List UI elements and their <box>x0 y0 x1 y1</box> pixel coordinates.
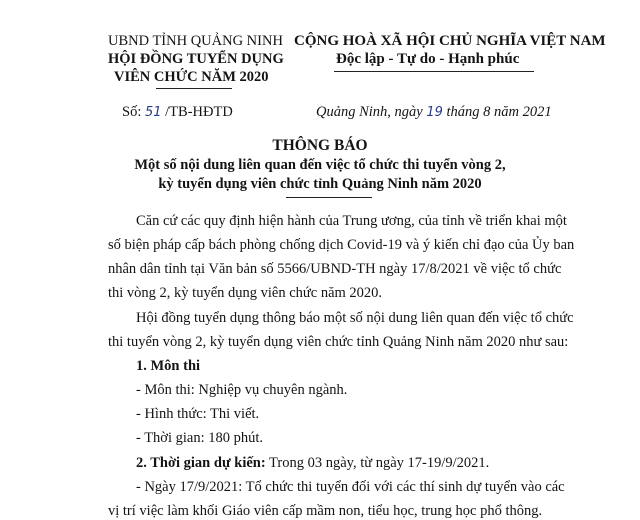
section2-item-line1: - Ngày 17/9/2021: Tổ chức thi tuyển đối với các thí sinh dự tuyển vào các <box>136 479 565 495</box>
document-number <box>122 104 233 121</box>
national-motto: Độc lập - Tự do - Hạnh phúc <box>336 51 520 67</box>
motto-underline <box>334 71 534 72</box>
para2-line1: Hội đồng tuyển dụng thông báo một số nội dung liên quan đến việc tổ chức <box>136 310 574 326</box>
agency-underline <box>156 88 232 89</box>
section1-item-duration: - Thời gian: 180 phút. <box>136 430 264 446</box>
notice-subtitle-line1: Một số nội dung liên quan đến việc tổ chức thi tuyển vòng 2, <box>134 157 506 173</box>
national-title: CỘNG HOÀ XÃ HỘI CHỦ NGHĨA VIỆT NAM <box>294 33 606 49</box>
notice-title: THÔNG BÁO <box>272 137 368 154</box>
section2-item-line2: vị trí việc làm khối Giáo viên cấp mầm non, tiểu học, trung học phổ thông. <box>108 503 543 519</box>
section2-line <box>136 455 489 472</box>
para1-line1: Căn cứ các quy định hiện hành của Trung ương, của tỉnh về triển khai một <box>136 213 567 229</box>
date-prefix: Quảng Ninh, ngày <box>316 104 423 120</box>
agency-line3: VIÊN CHỨC NĂM 2020 <box>114 69 269 85</box>
number-suffix: /TB-HĐTD <box>165 104 233 120</box>
number-handwritten: 51 <box>144 105 162 120</box>
agency-line2: HỘI ĐỒNG TUYỂN DỤNG <box>108 51 284 67</box>
section2-text: Trong 03 ngày, từ ngày 17-19/9/2021. <box>265 455 490 471</box>
section1-item-format: - Hình thức: Thi viết. <box>136 406 260 422</box>
section2-heading: 2. Thời gian dự kiến: <box>136 455 266 471</box>
section1-heading: 1. Môn thi <box>136 358 201 374</box>
number-prefix: Số: <box>122 104 142 120</box>
notice-subtitle-line2: kỳ tuyển dụng viên chức tỉnh Quảng Ninh năm 2020 <box>158 176 482 192</box>
para1-line2: số biện pháp cấp bách phòng chống dịch Covid-19 và ý kiến chỉ đạo của Ủy ban <box>108 237 575 253</box>
date-suffix: tháng 8 năm 2021 <box>446 104 552 120</box>
section1-item-subject: - Môn thi: Nghiệp vụ chuyên ngành. <box>136 382 348 398</box>
place-date <box>316 104 552 121</box>
date-day-handwritten: 19 <box>426 105 443 120</box>
para1-line3: nhân dân tỉnh tại Văn bản số 5566/UBND-TH ngày 17/8/2021 về việc tổ chức <box>108 261 562 277</box>
agency-line1: UBND TỈNH QUẢNG NINH <box>108 33 283 49</box>
para1-line4: thi vòng 2, kỳ tuyển dụng viên chức năm 2020. <box>108 285 383 301</box>
title-underline <box>286 197 372 198</box>
para2-line2: thi tuyển vòng 2, kỳ tuyển dụng viên chức tỉnh Quảng Ninh năm 2020 như sau: <box>108 334 569 350</box>
